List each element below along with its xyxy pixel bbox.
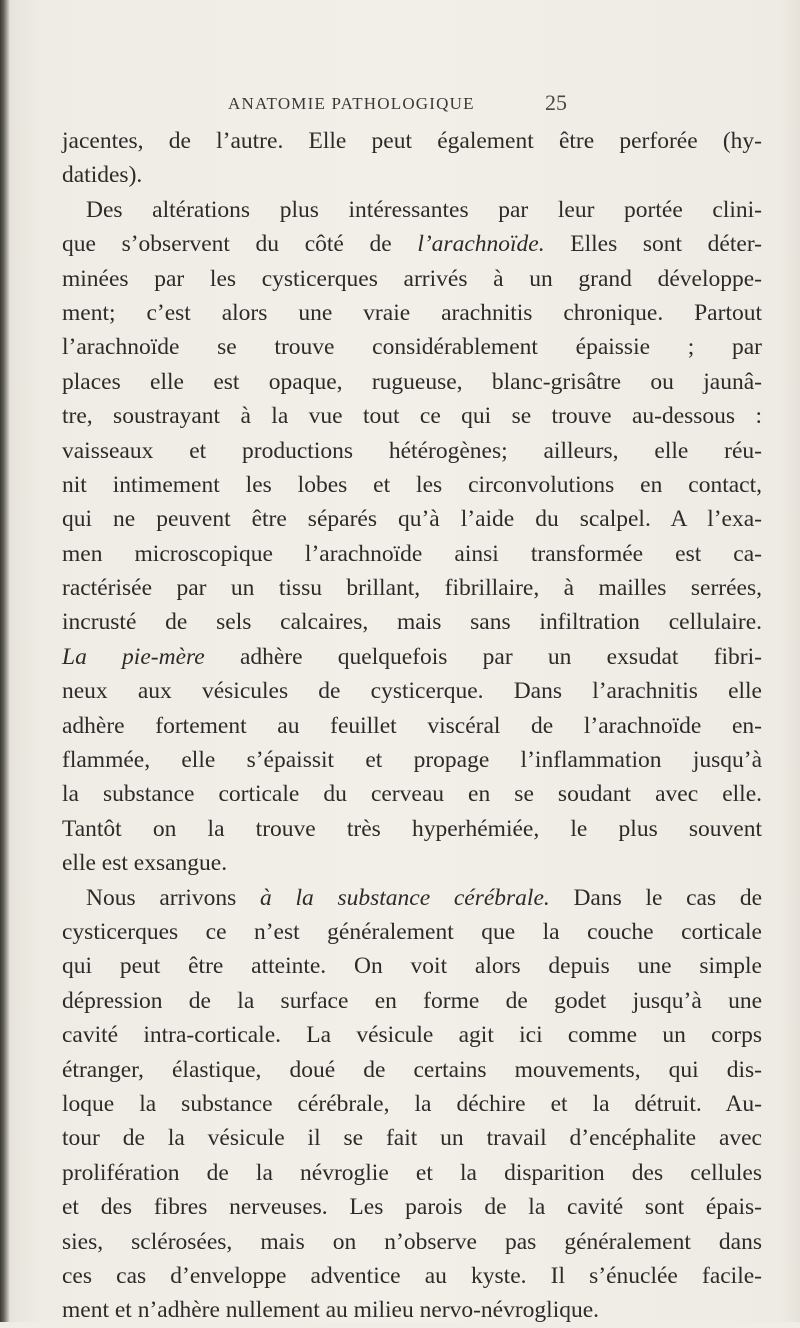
text-segment: jacentes, de l’autre. Elle peut également être perforée (hy- [62, 128, 762, 154]
text-segment: qui ne peuvent être séparés qu’à l’aide du scalpel. A l’exa- [62, 506, 762, 533]
text-line [62, 434, 762, 468]
text-segment: elle est exsangue. [62, 850, 228, 877]
text-segment: Dans le cas de [549, 884, 762, 911]
italic-term: à la substance cérébrale. [260, 884, 550, 911]
italic-term: l’arachnoïde. [417, 231, 545, 258]
text-line [62, 915, 762, 949]
page-binding-edge [0, 0, 10, 1322]
text-segment: Tantôt on la trouve très hyperhémiée, le plus souvent [62, 815, 762, 842]
text-segment: nit intimement les lobes et les circonvolutions en contact, [62, 471, 762, 498]
text-segment: et des fibres nerveuses. Les parois de la cavité sont épais- [62, 1194, 762, 1221]
text-segment: cysticerques ce n’est généralement que la couche corticale [62, 918, 762, 945]
text-segment: dépression de la surface en forme de godet jusqu’à une [62, 987, 762, 1014]
text-line [62, 158, 762, 192]
text-line [62, 537, 762, 571]
text-line [62, 881, 762, 915]
text-line [62, 296, 762, 330]
text-segment: cavité intra-corticale. La vésicule agit ici comme un corps [62, 1022, 762, 1049]
text-segment: Nous arrivons [86, 884, 261, 911]
text-line [62, 984, 762, 1018]
text-segment: ment et n’adhère nullement au milieu nervo-névroglique. [62, 1297, 600, 1324]
text-segment: tour de la vésicule il se fait un travail d’encéphalite avec [62, 1125, 762, 1152]
text-line [62, 743, 762, 777]
body-text [62, 124, 762, 1328]
text-segment: adhère fortement au feuillet viscéral de l’arachnoïde en- [62, 712, 762, 739]
text-line [62, 640, 762, 674]
text-segment: Elles sont déter- [544, 231, 762, 258]
text-line [62, 262, 762, 296]
text-line [62, 709, 762, 743]
text-segment: ractérisée par un tissu brillant, fibrillaire, à mailles serrées, [62, 575, 762, 602]
text-segment: qui peut être atteinte. On voit alors depuis une simple [62, 953, 762, 980]
text-line [62, 812, 762, 846]
text-line [62, 777, 762, 811]
text-segment: vaisseaux et productions hétérogènes; ailleurs, elle réu- [62, 437, 762, 464]
text-segment: Des altérations plus intéressantes par leur portée clini- [86, 196, 762, 223]
text-line [62, 330, 762, 364]
text-segment: que s’observent du côté de [62, 231, 418, 258]
text-segment: flammée, elle s’épaissit et propage l’inflammation jusqu’à [62, 747, 762, 774]
running-header: ANATOMIE PATHOLOGIQUE [228, 94, 475, 113]
text-line [62, 1121, 762, 1155]
text-line [62, 193, 762, 227]
text-segment: prolifération de la névroglie et la disparition des cellules [62, 1159, 762, 1186]
text-line [62, 846, 762, 880]
text-segment: places elle est opaque, rugueuse, blanc-grisâtre ou jaunâ- [62, 368, 762, 395]
text-line [62, 1259, 762, 1293]
text-line [62, 1225, 762, 1259]
text-segment: étranger, élastique, doué de certains mouvements, qui dis- [62, 1056, 762, 1083]
text-line [62, 399, 762, 433]
text-segment: neux aux vésicules de cysticerque. Dans l’arachnitis elle [62, 678, 762, 705]
text-line [62, 468, 762, 502]
text-segment: l’arachnoïde se trouve considérablement épaissie ; par [62, 334, 762, 361]
text-segment: loque la substance cérébrale, la déchire et la détruit. Au- [62, 1090, 762, 1117]
text-segment: tre, soustrayant à la vue tout ce qui se trouve au-dessous : [62, 403, 762, 430]
text-segment: la substance corticale du cerveau en se soudant avec elle. [62, 781, 762, 808]
text-line [62, 1190, 762, 1224]
text-segment: men microscopique l’arachnoïde ainsi transformée est ca- [62, 540, 762, 567]
text-segment: adhère quelquefois par un exsudat fibri- [204, 643, 762, 670]
text-segment: incrusté de sels calcaires, mais sans infiltration cellulaire. [62, 609, 762, 636]
text-line [62, 949, 762, 983]
text-line [62, 1053, 762, 1087]
page-number: 25 [545, 90, 567, 115]
text-line [62, 571, 762, 605]
text-line [62, 365, 762, 399]
italic-term: La pie-mère [62, 643, 205, 670]
text-line [62, 1293, 762, 1327]
text-line [62, 1087, 762, 1121]
text-line [62, 674, 762, 708]
text-segment: datides). [62, 162, 143, 189]
text-line [62, 227, 762, 261]
text-segment: ment; c’est alors une vraie arachnitis chronique. Partout [62, 299, 762, 326]
text-line [62, 502, 762, 536]
text-line [62, 605, 762, 639]
text-line [62, 1156, 762, 1190]
text-segment: minées par les cysticerques arrivés à un grand développe- [62, 265, 762, 292]
text-segment: sies, sclérosées, mais on n’observe pas généralement dans [62, 1228, 762, 1255]
text-line [62, 124, 762, 158]
text-segment: ces cas d’enveloppe adventice au kyste. Il s’énuclée facile- [62, 1262, 762, 1289]
text-line [62, 1018, 762, 1052]
